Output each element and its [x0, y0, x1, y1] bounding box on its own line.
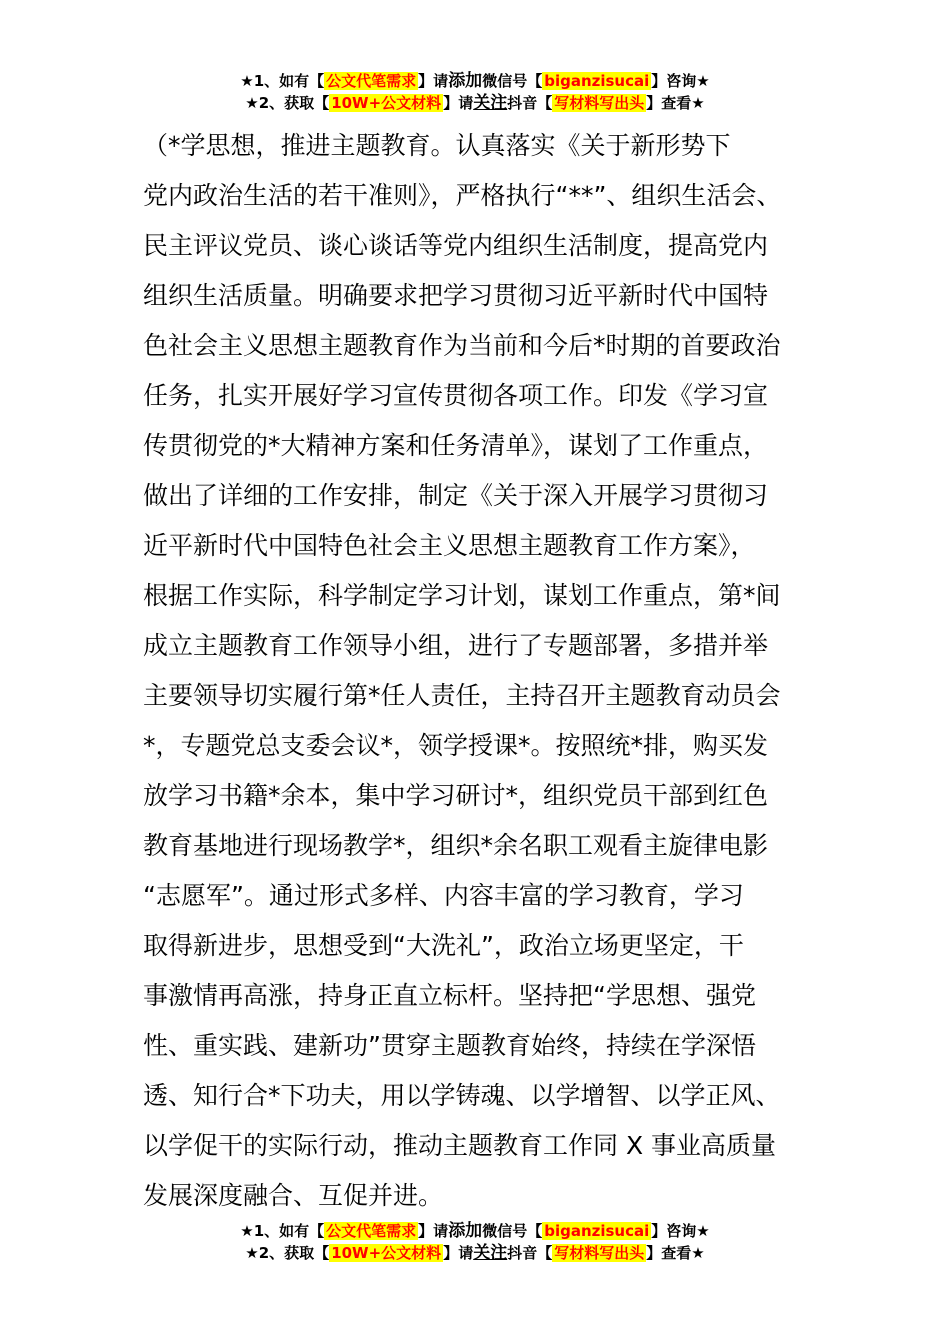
body-line: 教育基地进行现场教学*，组织*余名职工观看主旋律电影 — [143, 831, 769, 860]
banner-text: 微信号【 — [482, 72, 543, 90]
banner-emphasis: 关注 — [473, 1243, 508, 1263]
banner-emphasis: 添加 — [448, 71, 483, 91]
banner-text: 】请 — [418, 72, 449, 90]
body-line: 主要领导切实履行第*任人责任，主持召开主题教育动员会 — [143, 681, 781, 710]
banner-emphasis: 添加 — [448, 1221, 483, 1241]
banner-text: 】请 — [443, 1244, 474, 1262]
body-line: “志愿军”。通过形式多样、内容丰富的学习教育，学习 — [143, 881, 744, 910]
body-line: 性、重实践、建新功”贯穿主题教育始终，持续在学深悟 — [143, 1031, 756, 1060]
highlight-service: 公文代笔需求 — [326, 1222, 417, 1240]
highlight-materials: 10W+公文材料 — [331, 94, 442, 112]
highlight-wechat-id: biganzisucai — [544, 72, 650, 90]
body-line: 近平新时代中国特色社会主义思想主题教育工作方案》， — [143, 531, 756, 560]
body-line: 成立主题教育工作领导小组，进行了专题部署，多措并举 — [143, 631, 769, 660]
body-line: 取得新进步，思想受到“大洗礼”，政治立场更坚定，干 — [143, 931, 744, 960]
banner-text: 】咨询★ — [651, 1222, 710, 1240]
banner-text: 】请 — [443, 94, 474, 112]
banner-text: 】查看★ — [646, 1244, 705, 1262]
banner-text: 】咨询★ — [651, 72, 710, 90]
banner-text: 微信号【 — [482, 1222, 543, 1240]
body-line: 色社会主义思想主题教育作为当前和今后*时期的首要政治 — [143, 331, 781, 360]
highlight-douyin-id: 写材料写出头 — [554, 1244, 645, 1262]
banner-text: 抖音【 — [507, 1244, 553, 1262]
banner-line-2 — [0, 92, 950, 114]
body-line: 透、知行合*下功夫，用以学铸魂、以学增智、以学正风、 — [143, 1081, 781, 1110]
banner-text: 】查看★ — [646, 94, 705, 112]
highlight-douyin-id: 写材料写出头 — [554, 94, 645, 112]
banner-emphasis: 关注 — [473, 93, 508, 113]
body-line: 民主评议党员、谈心谈话等党内组织生活制度，提高党内 — [143, 231, 769, 260]
banner-text: ★2、获取【 — [245, 94, 330, 112]
bottom-banner — [0, 1220, 950, 1264]
highlight-wechat-id: biganzisucai — [544, 1222, 650, 1240]
body-line: 任务，扎实开展好学习宣传贯彻各项工作。印发《学习宣 — [143, 381, 769, 410]
body-line: *，专题党总支委会议*，领学授课*。按照统*排，购买发 — [143, 731, 769, 760]
body-line: 以学促干的实际行动，推动主题教育工作同 X 事业高质量 — [143, 1131, 777, 1160]
body-line: 党内政治生活的若干准则》，严格执行“**”、组织生活会、 — [143, 181, 782, 210]
body-line: 组织生活质量。明确要求把学习贯彻习近平新时代中国特 — [143, 281, 769, 310]
body-line: 根据工作实际，科学制定学习计划，谋划工作重点，第*间 — [143, 581, 781, 610]
body-paragraph — [143, 121, 813, 1221]
body-line: 做出了详细的工作安排，制定《关于深入开展学习贯彻习 — [143, 481, 769, 510]
banner-text: ★2、获取【 — [245, 1244, 330, 1262]
body-line: 传贯彻党的*大精神方案和任务清单》，谋划了工作重点， — [143, 431, 769, 460]
banner-text: 抖音【 — [507, 94, 553, 112]
top-banner — [0, 70, 950, 114]
body-line: 放学习书籍*余本，集中学习研讨*，组织党员干部到红色 — [143, 781, 769, 810]
banner-text: ★1、如有【 — [240, 1222, 325, 1240]
body-line: 事激情再高涨，持身正直立标杆。坚持把“学思想、强党 — [143, 981, 756, 1010]
banner-line-1 — [0, 1220, 950, 1242]
banner-text: ★1、如有【 — [240, 72, 325, 90]
body-line: （*学思想，推进主题教育。认真落实《关于新形势下 — [143, 131, 731, 160]
banner-line-2 — [0, 1242, 950, 1264]
highlight-service: 公文代笔需求 — [326, 72, 417, 90]
highlight-materials: 10W+公文材料 — [331, 1244, 442, 1262]
banner-line-1 — [0, 70, 950, 92]
body-line: 发展深度融合、互促并进。 — [143, 1181, 444, 1210]
banner-text: 】请 — [418, 1222, 449, 1240]
